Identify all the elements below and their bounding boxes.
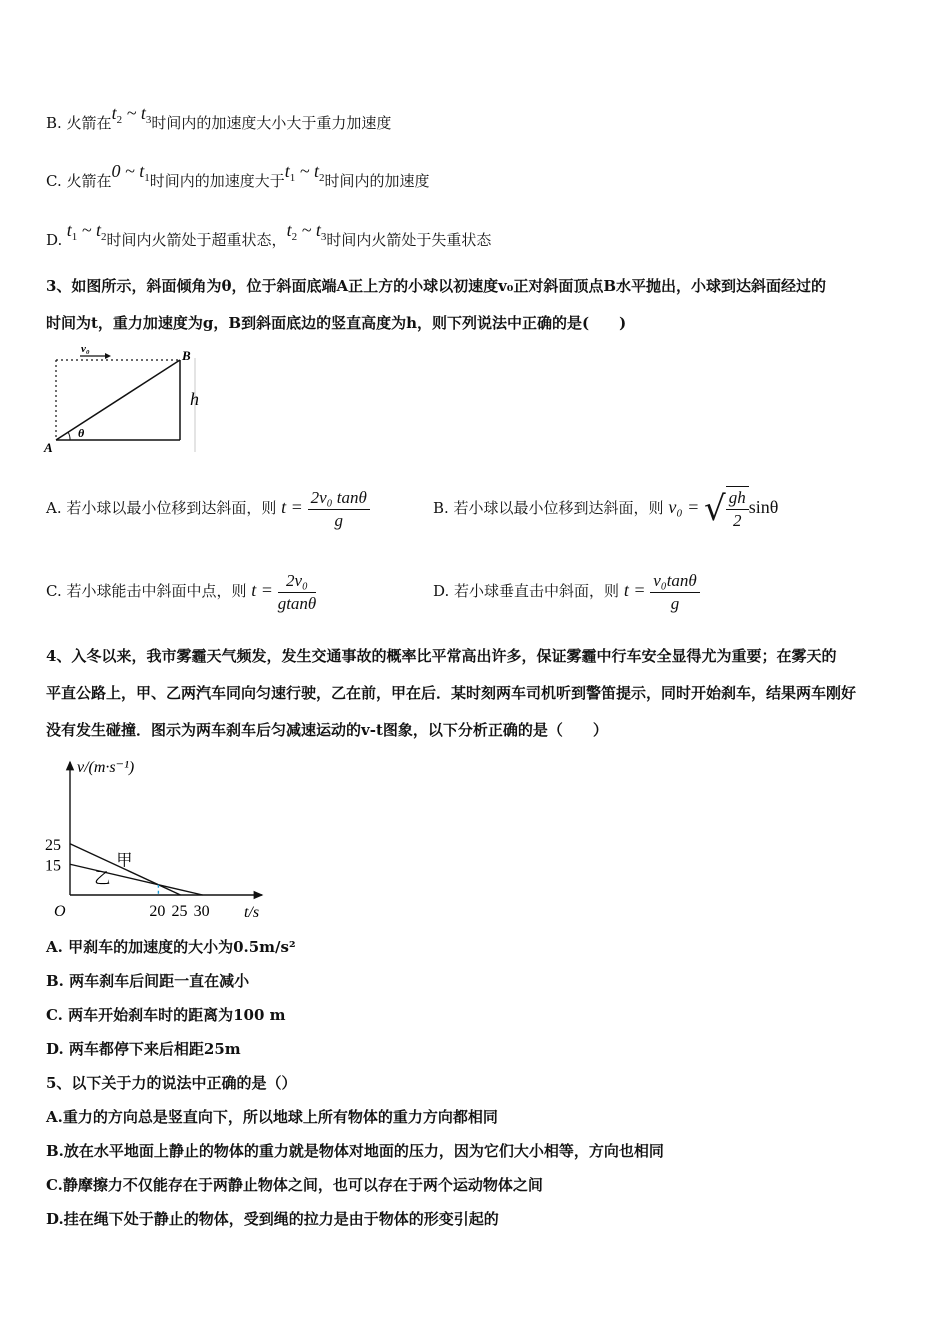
origin-label: O bbox=[54, 903, 66, 920]
sqrt-symbol: √ bbox=[704, 489, 726, 529]
q3d-fraction: $\frac{\text{v₀tanθ}}{g}$ bbox=[650, 570, 700, 615]
q3-stem: 3、如图所示，斜面倾角为θ，位于斜面底端A正上方的小球以初速度v₀正对斜面顶点B水平抛出，小球到达斜面经过的 时间为t，重力加速度为g，B到斜面底边的竖直高度为h，则下列说法中正确的是( ) bbox=[46, 277, 827, 332]
y-axis-label: v/(m·s⁻¹) bbox=[77, 759, 135, 776]
series-label-jia: 甲 bbox=[116, 852, 133, 870]
q3-option-c: C. 若小球能击中斜面中点，则 t = $\frac{\text{2v₀}}{gtan\theta}$ bbox=[46, 570, 317, 613]
label-v0: v₀ bbox=[81, 343, 90, 355]
x-tick-label: 30 bbox=[193, 903, 210, 920]
q3-incline-figure bbox=[40, 340, 210, 460]
incline-surface bbox=[56, 360, 180, 440]
y-tick-label: 15 bbox=[45, 857, 61, 875]
q2-option-b: B. 火箭在$t_2$ ~ $t_3$时间内的加速度大小大于重力加速度 bbox=[46, 103, 392, 132]
q5-option-c: C.静摩擦力不仅能存在于两静止物体之间，也可以存在于两个运动物体之间 bbox=[46, 1176, 543, 1194]
q2d-range2: $t_2$ ~ $t_3$ bbox=[286, 220, 327, 243]
q3d-lhs: t = bbox=[623, 580, 646, 600]
q2d-range1: $t_1$ ~ $t_2$ bbox=[66, 220, 107, 243]
q2c-range1: 0 ~ $t_1$ bbox=[111, 161, 150, 184]
q3-option-d: D. 若小球垂直击中斜面，则 t = $\frac{\text{v₀tanθ}}{g}$ bbox=[433, 565, 700, 615]
q3a-lhs: t = bbox=[281, 497, 303, 517]
q3c-lhs: t = bbox=[251, 580, 273, 600]
x-tick-label: 25 bbox=[171, 903, 188, 920]
q5-stem: 5、以下关于力的说法中正确的是（） bbox=[46, 1074, 297, 1092]
series-line-yi bbox=[70, 864, 203, 895]
label-theta: θ bbox=[78, 426, 85, 440]
q2-option-d: D. $t_1$ ~ $t_2$时间内火箭处于超重状态，$t_2$ ~ $t_3$时间内火箭处于失重状态 bbox=[46, 220, 492, 249]
q2b-t-from: $t_2$ ~ $t_3$ bbox=[111, 103, 152, 126]
q4-option-a: A. 甲刹车的加速度的大小为0.5m/s² bbox=[46, 938, 296, 956]
q4-option-d: D. 两车都停下来后相距25m bbox=[46, 1040, 241, 1058]
q3-option-b: B. 若小球以最小位移到达斜面，则 v₀ = √ $\frac{gh}{2}$ sinθ bbox=[433, 488, 779, 530]
q3a-fraction: $\frac{\text{2v₀ tanθ}}{g}$ bbox=[308, 487, 370, 532]
x-tick-label: 20 bbox=[149, 903, 166, 920]
q2c-range2: $t_1$ ~ $t_2$ bbox=[284, 161, 325, 184]
label-A: A bbox=[44, 440, 53, 455]
label-B: B bbox=[182, 348, 191, 363]
q3-option-a: A. 若小球以最小位移到达斜面，则 t = $\frac{\text{2v₀ tanθ}}{g}$ bbox=[46, 482, 370, 532]
q4-stem: 4、入冬以来，我市雾霾天气频发，发生交通事故的概率比平常高出许多，保证雾霾中行车安全显得尤为重要；在雾天的 平直公路上，甲、乙两汽车同向匀速行驶，乙在前，甲在后．某时刻两车司机听到警笛提示，同时开始刹车，结果两车刚好 没有发生碰撞．图示为两车刹车后匀减速运动的v-t图象，以下分析正确的是（ ） bbox=[46, 647, 857, 739]
q4-vt-chart bbox=[40, 752, 280, 927]
label-h: h bbox=[190, 389, 199, 409]
q4-option-c: C. 两车开始刹车时的距离为100 m bbox=[46, 1006, 286, 1024]
y-tick-label: 25 bbox=[45, 836, 61, 854]
q4-option-b: B. 两车刹车后间距一直在减小 bbox=[46, 972, 250, 990]
q3b-lhs: v₀ = bbox=[668, 497, 700, 517]
x-axis-label: t/s bbox=[244, 904, 260, 921]
q5-option-a: A.重力的方向总是竖直向下，所以地球上所有物体的重力方向都相同 bbox=[46, 1108, 498, 1126]
q5-option-d: D.挂在绳下处于静止的物体，受到绳的拉力是由于物体的形变引起的 bbox=[46, 1210, 499, 1228]
series-label-yi: 乙 bbox=[94, 870, 111, 888]
q3c-fraction: $\frac{\text{2v₀}}{gtan\theta}$ bbox=[277, 570, 317, 613]
q3b-fraction: $\frac{gh}{2}$ bbox=[726, 486, 749, 532]
q2-option-c: C. 火箭在0 ~ $t_1$时间内的加速度大于$t_1$ ~ $t_2$时间内的加速度 bbox=[46, 161, 430, 190]
q5-option-b: B.放在水平地面上静止的物体的重力就是物体对地面的压力，因为它们大小相等，方向也相同 bbox=[46, 1142, 664, 1160]
